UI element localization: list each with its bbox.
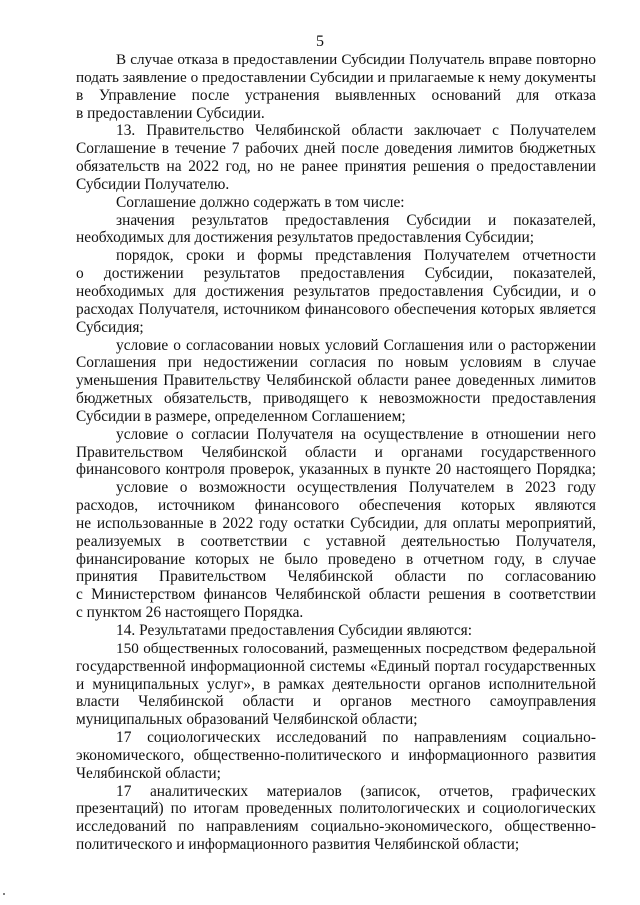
page-number: 5 [316, 33, 324, 50]
text-line: с Министерством финансов Челябинской области решения в соответствии [76, 586, 596, 604]
text-line: подать заявление о предоставлении Субсидии и прилагаемые к нему документы [76, 68, 596, 86]
text-line: 150 общественных голосований, размещенных посредством федеральной [116, 639, 596, 657]
text-line: и муниципальных услуг», в рамках деятельности органов исполнительной [76, 675, 596, 693]
text-line: необходимых для достижения результатов предоставления Субсидии, и о [76, 282, 596, 300]
text-line: необходимых для достижения результатов предоставления Субсидии; [76, 229, 535, 247]
text-line: исследований по направлениям социально-экономического, общественно- [76, 818, 596, 836]
text-line: с пунктом 26 настоящего Порядка. [76, 604, 304, 622]
text-line: презентаций) по итогам проведенных политологических и социологических [76, 800, 596, 818]
document-body [76, 51, 596, 854]
text-line: о достижении результатов предоставления Субсидии, показателей, [76, 265, 596, 283]
text-line: в предоставлении Субсидии. [76, 104, 265, 122]
text-line: принятия Правительством Челябинской области по согласованию [76, 568, 596, 586]
text-line: в Управление после устранения выявленных оснований для отказа [76, 86, 596, 104]
text-line: Челябинской области; [76, 764, 221, 782]
text-line: расходов, источником финансового обеспечения которых являются [76, 497, 596, 515]
text-line: Соглашение должно содержать в том числе: [116, 193, 405, 211]
text-line: 13. Правительство Челябинской области заключает с Получателем [116, 122, 596, 140]
text-line: 17 социологических исследований по направлениям социально- [116, 729, 596, 747]
text-line: экономического, общественно-политического и информационного развития [76, 746, 596, 764]
text-line: политического и информационного развития Челябинской области; [76, 836, 520, 854]
text-line: порядок, сроки и формы представления Получателем отчетности [116, 247, 596, 265]
text-line: реализуемых в соответствии с уставной деятельностью Получателя, [76, 532, 596, 550]
text-line: Субсидия; [76, 318, 144, 336]
text-line: условие о согласовании новых условий Соглашения или о расторжении [116, 336, 596, 354]
text-line: муниципальных образований Челябинской области; [76, 711, 418, 729]
text-line: обязательств на 2022 год, но не ранее принятия решения о предоставлении [76, 158, 596, 176]
text-line: Субсидии в размере, определенном Соглашением; [76, 407, 406, 425]
text-line: не использованные в 2022 году остатки Субсидии, для оплаты мероприятий, [76, 514, 596, 532]
text-line: Соглашения при недостижении согласия по новым условиям в случае [76, 354, 596, 372]
text-line: Субсидии Получателю. [76, 175, 230, 193]
text-line: власти Челябинской области и органов местного самоуправления [76, 693, 596, 711]
text-line: государственной информационной системы «Единый портал государственных [76, 657, 596, 675]
text-line: расходах Получателя, источником финансового обеспечения которых является [76, 300, 596, 318]
text-line: условие о возможности осуществления Получателем в 2023 году [116, 479, 596, 497]
text-line: 14. Результатами предоставления Субсидии являются: [116, 622, 473, 639]
text-line: Правительством Челябинской области и органами государственного [76, 443, 596, 461]
text-line: бюджетных обязательств, приводящего к невозможности предоставления [76, 390, 596, 408]
text-line: финансового контроля проверок, указанных в пункте 20 настоящего Порядка; [76, 461, 596, 479]
scan-mark [3, 893, 5, 895]
text-line: 17 аналитических материалов (записок, отчетов, графических [116, 782, 596, 800]
text-line: уменьшения Правительству Челябинской области ранее доведенных лимитов [76, 372, 596, 390]
text-line: значения результатов предоставления Субсидии и показателей, [116, 211, 596, 229]
text-line: Соглашение в течение 7 рабочих дней после доведения лимитов бюджетных [76, 140, 596, 158]
text-line: финансирование которых не было проведено в отчетном году, в случае [76, 550, 596, 568]
text-line: условие о согласии Получателя на осуществление в отношении него [116, 425, 596, 443]
text-line: В случае отказа в предоставлении Субсидии Получатель вправе повторно [116, 51, 596, 68]
